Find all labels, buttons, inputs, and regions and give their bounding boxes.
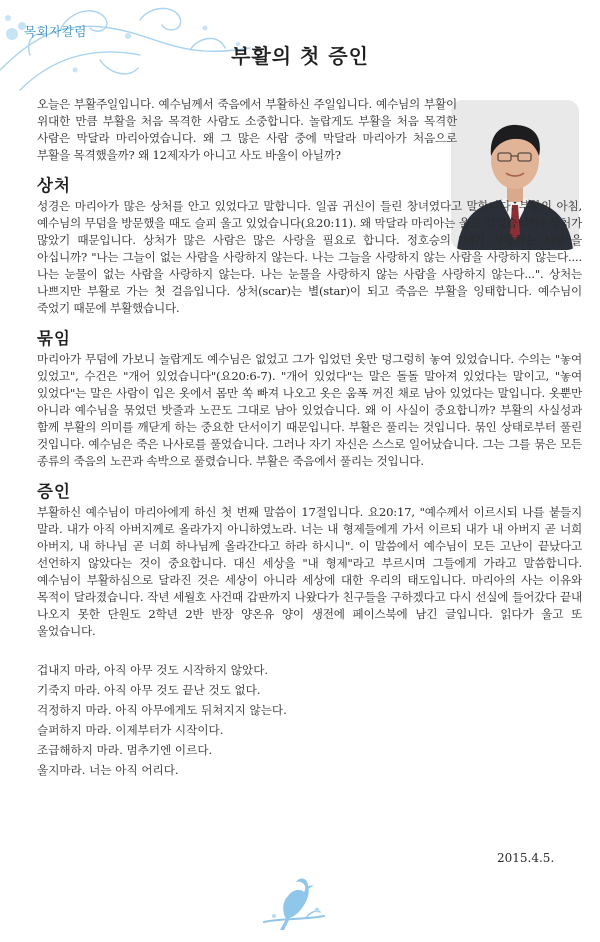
poem-line: 울지마라. 너는 아직 어리다. bbox=[37, 763, 179, 777]
poem bbox=[37, 660, 582, 780]
article-date: 2015.4.5. bbox=[497, 851, 555, 865]
page-title: 부활의 첫 증인 bbox=[231, 44, 369, 68]
section-body-bondage: 마리아가 무덤에 가보니 놀랍게도 예수님은 없었고 그가 입었던 옷만 덩그렁히 놓여 있었습니다. 수의는 "놓여 있었고", 수건은 "개어 있었습니다"(요20:6-7). "개어 있었다"는 말은 돌돌 말아져 있었다는 말이고, "놓여 있었다"는 말은 사람이 입은 옷에서 몸만 쏙 빠져 나오고 옷은 움폭 꺼진 채로 남아 있었다는 말입니다. 옷뿐만 아니라 예수님을 묶었던 밧줄과 노끈도 그대로 남아 있었습니다. 왜 이 사실이 중요합니까? 부활의 사실성과 함께 부활의 의미를 깨닫게 하는 중요한 단서이기 때문입니다. 부활은 풀리는 것입니다. 묶인 상태로부터 풀린 것입니다. 예수님은 죽은 나사로를 풀었습니다. 그러나 자기 자신은 스스로 일어났습니다. 그는 그를 묶은 모든 종류의 죽음의 노끈과 속박으로 풀렸습니다. 부활은 죽음에서 풀리는 것입니다. bbox=[37, 352, 582, 468]
poem-line: 겁내지 마라, 아직 아무 것도 시작하지 않았다. bbox=[37, 663, 269, 677]
column-label: 목회자칼럼 bbox=[24, 24, 87, 39]
poem-line: 기죽지 마라. 아직 아무 것도 끝난 것도 없다. bbox=[37, 683, 261, 697]
poem-line: 조급해하지 마라. 멈추기엔 이르다. bbox=[37, 743, 213, 757]
section-body-wound: 성경은 마리아가 많은 상처를 안고 있었다고 말합니다. 일곱 귀신이 들린 창녀였다고 말합니다. 부활의 아침, 예수님의 무덤을 방문했을 때도 슬피 울고 있었습니다(요20:11). 왜 막달라 마리아는 울고 있었습니까? 상처가 많았기 때문입니다. 상처가 많은 사람은 많은 사랑을 필요로 합니다. 정호승의 "내가 사랑하는 사람"을 아십니까? "나는 그늘이 없는 사람을 사랑하지 않는다. 나는 그늘을 사랑하지 않는 사람을 사랑하지 않는다....나는 눈물이 없는 사람을 사랑하지 않는다. 나는 눈물을 사랑하지 않는 사람을 사랑하지 않는다...". 상처는 나쁘지만 부활로 가는 첫 걸음입니다. 상처(scar)는 별(star)이 되고 죽음은 부활을 잉태합니다. 예수님이 죽었기 때문에 부활했습니다. bbox=[37, 199, 582, 315]
article-body bbox=[37, 96, 582, 780]
section-heading-wound: 상처 bbox=[37, 176, 71, 195]
section-heading-bondage: 묶임 bbox=[37, 329, 71, 348]
bird-icon bbox=[262, 872, 326, 934]
section-heading-witness: 증인 bbox=[37, 482, 71, 501]
poem-line: 슬퍼하지 마라. 이제부터가 시작이다. bbox=[37, 723, 224, 737]
intro-paragraph: 오늘은 부활주일입니다. 예수님께서 죽음에서 부활하신 주일입니다. 예수님의 부활이 위대한 만큼 부활을 처음 목격한 사람도 소중합니다. 놀랍게도 부활을 처음 목격한 사람은 막달라 마리아였습니다. 왜 그 많은 사람 중에 막달라 마리아가 처음으로 부활을 목격했을까? 왜 12제자가 아니고 사도 바울이 아닐까? bbox=[37, 97, 457, 162]
poem-line: 걱정하지 마라. 아직 아무에게도 뒤쳐지지 않는다. bbox=[37, 703, 287, 717]
section-body-witness: 부활하신 예수님이 마리아에게 하신 첫 번째 말씀이 17절입니다. 요20:17, "예수께서 이르시되 나를 붙들지 말라. 내가 아직 아버지께로 올라가지 아니하였노라. 너는 내 형제들에게 가서 이르되 내가 내 아버지 곧 너희 아버지, 내 하나님 곧 너희 하나님께 올라간다고 하라 하시니". 이 말씀에서 예수님이 모든 고난이 끝났다고 선언하지 않았다는 것이 중요합니다. 대신 세상을 "내 형제"라고 부르시며 그들에게 가라고 말씀합니다. 예수님이 부활하심으로 달라진 것은 세상이 아니라 세상에 대한 우리의 태도입니다. 마리아의 사는 이유와 목적이 달라졌습니다. 작년 세월호 사건때 갑판까지 나왔다가 친구들을 구하겠다고 다시 선실에 들어갔다 끝내 나오지 못한 단원도 2학년 2반 반장 양온유 양이 생전에 페이스북에 남긴 글입니다. 읽다가 울고 또 울었습니다. bbox=[37, 505, 582, 638]
